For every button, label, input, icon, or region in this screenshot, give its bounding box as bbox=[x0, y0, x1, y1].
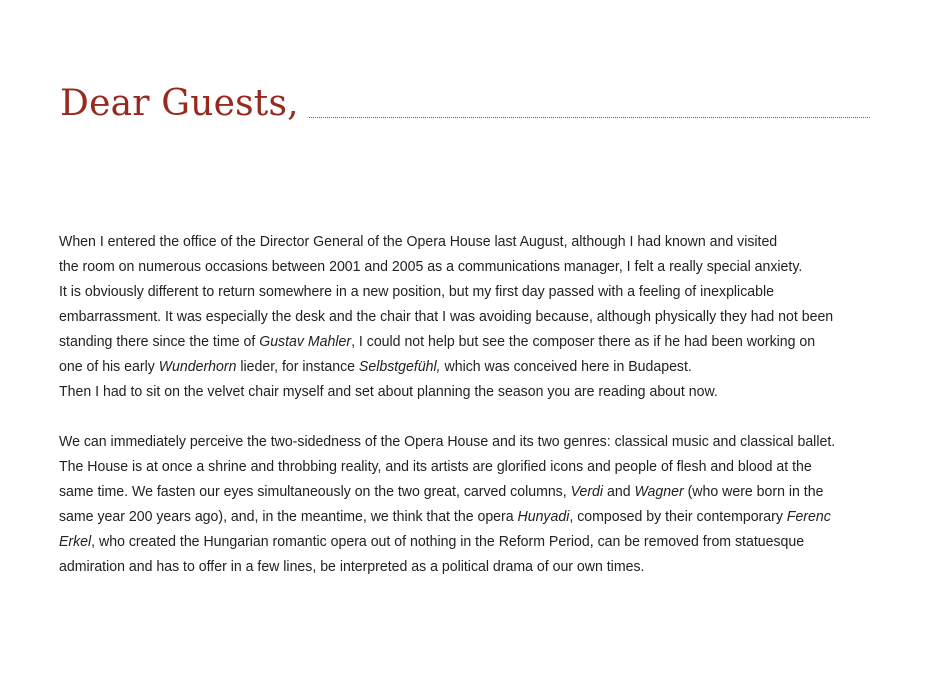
text-line bbox=[59, 329, 831, 354]
italic-name-verdi: Verdi bbox=[570, 483, 604, 500]
text-line bbox=[59, 529, 831, 554]
text-line bbox=[59, 479, 831, 504]
page-title: Dear Guests, bbox=[60, 83, 299, 124]
text-segment: , who created the Hungarian romantic opera out of nothing in the Reform Period, can be removed from statuesque bbox=[91, 533, 805, 550]
italic-title-wunderhorn: Wunderhorn bbox=[158, 358, 237, 375]
text-segment: , composed by their contemporary bbox=[569, 508, 787, 525]
paragraph-gap bbox=[59, 404, 831, 429]
italic-title-hunyadi: Hunyadi bbox=[517, 508, 570, 525]
italic-name-ferenc: Ferenc bbox=[786, 508, 831, 525]
text-line: We can immediately perceive the two-sidedness of the Opera House and its two genres: classical music and classical ballet. bbox=[59, 433, 836, 450]
text-line: the room on numerous occasions between 2001 and 2005 as a communications manager, I felt a really special anxiety. bbox=[59, 258, 803, 275]
italic-name-wagner: Wagner bbox=[634, 483, 684, 500]
text-line: embarrassment. It was especially the desk and the chair that I was avoiding because, although physically they had not been bbox=[59, 308, 834, 325]
text-line: When I entered the office of the Director General of the Opera House last August, although I had known and visited bbox=[59, 233, 778, 250]
text-segment: same time. We fasten our eyes simultaneously on the two great, carved columns, bbox=[59, 483, 571, 500]
text-segment: same year 200 years ago), and, in the meantime, we think that the opera bbox=[59, 508, 518, 525]
text-line: The House is at once a shrine and throbbing reality, and its artists are glorified icons and people of flesh and blood at the bbox=[59, 458, 812, 475]
heading-row bbox=[60, 78, 870, 126]
text-segment: one of his early bbox=[59, 358, 159, 375]
italic-name-mahler: Gustav Mahler bbox=[259, 333, 352, 350]
text-line bbox=[59, 504, 831, 529]
text-segment: standing there since the time of bbox=[59, 333, 260, 350]
text-line: admiration and has to offer in a few lines, be interpreted as a political drama of our own times. bbox=[59, 558, 645, 575]
text-segment: (who were born in the bbox=[683, 483, 824, 500]
italic-title-selbstgefuhl: Selbstgefühl, bbox=[358, 358, 441, 375]
letter-body bbox=[59, 229, 836, 579]
text-line: Then I had to sit on the velvet chair myself and set about planning the season you are reading about now. bbox=[59, 383, 718, 400]
text-line: It is obviously different to return somewhere in a new position, but my first day passed with a feeling of inexplicable bbox=[59, 283, 774, 300]
text-segment: and bbox=[603, 483, 635, 500]
italic-name-erkel: Erkel bbox=[59, 533, 92, 550]
text-line bbox=[59, 354, 831, 379]
text-segment: , I could not help but see the composer there as if he had been working on bbox=[351, 333, 816, 350]
paragraph-2 bbox=[59, 429, 836, 579]
paragraph-1 bbox=[59, 229, 834, 404]
text-segment: which was conceived here in Budapest. bbox=[440, 358, 692, 375]
dotted-rule bbox=[309, 117, 870, 118]
text-segment: lieder, for instance bbox=[236, 358, 359, 375]
